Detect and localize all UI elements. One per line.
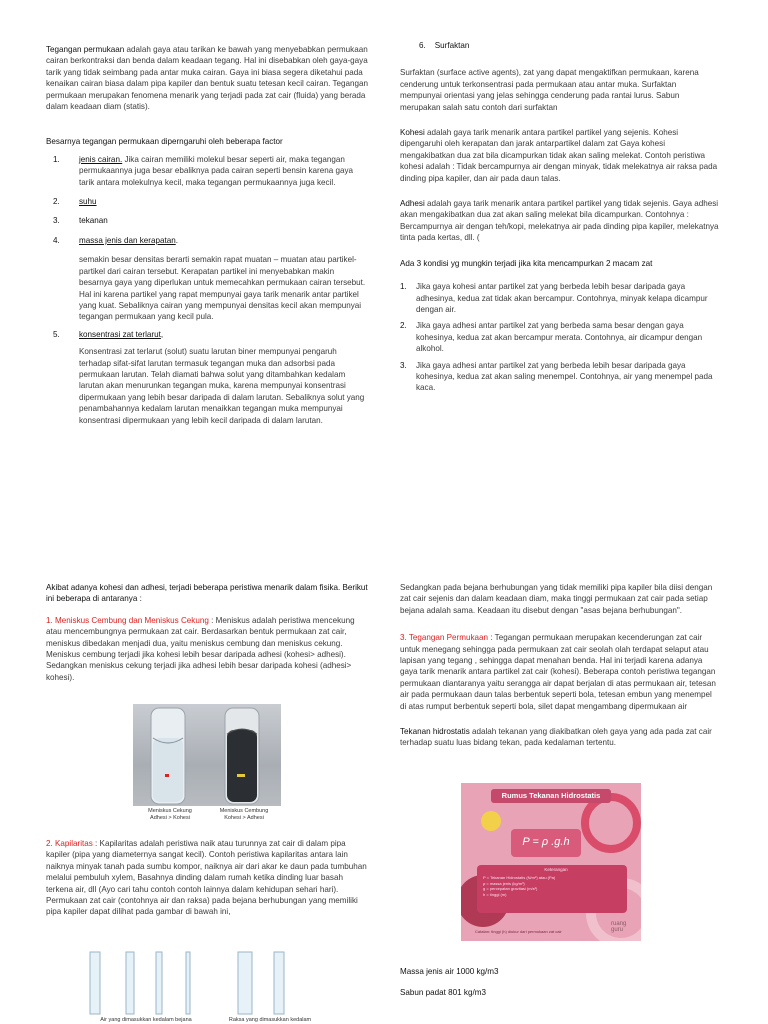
- factor-5-list: [53, 329, 368, 340]
- condition-num-2: 2.: [400, 321, 407, 331]
- factor-text-1: Jika cairan memiliki molekul besar seperti air, maka tegangan permukaannya juga besar ebaliknya pada cairan seperti bensin karena gaya tarik antara molekulnya kecil, maka tegangan permukaannya juga kecil.: [79, 154, 354, 187]
- factor-item-3: [53, 215, 368, 226]
- meniscus-tubes-image: [133, 704, 281, 806]
- vessel-mercury-image: [228, 948, 298, 1020]
- bejana-paragraph: Sedangkan pada bejana berhubungan yang tidak memiliki pipa kapiler bila diisi dengan zat cair sejenis dan dalam keadaan diam, maka tinggi permukaan zat cair pada setiap bejana adalah sama. Keadaan itu disebut dengan "asas bejana berhubungan".: [400, 583, 713, 615]
- marker-red: [165, 774, 169, 777]
- poster-logo: ruang guru: [611, 921, 627, 933]
- poster-note: Catatan: tinggi (h) diukur dari permukaan zat cair: [475, 929, 562, 934]
- meniskus-text: : Meniskus adalah peristiwa mencekung atau mencembungnya permukaan zat cair. Berdasarkan bentuk permukaan zat cair, meniskus dibedakan menjadi dua, yaitu meniskus cembung dan meniskus cekung. Meniskus cembung terjadi jika kohesi lebih besar daripada adhesi (kohesi> adhesi). Sedangkan meniskus cekung terjadi jika adhesi lebih besar daripada kohesi (adhesi> kohesi).: [46, 615, 355, 682]
- condition-item-2: [400, 320, 720, 354]
- factor-num-5: 5.: [53, 329, 60, 339]
- kapilaritas-paragraph: [46, 838, 368, 918]
- condition-text-3: Jika gaya adhesi antar partikel zat yang berbeda lebih besar daripada gaya kohesinya, kedua zat akan saling menempel. Contohnya, air yang menempel pada kaca.: [416, 360, 713, 393]
- surfaktan-heading-text: Surfaktan: [434, 41, 470, 50]
- water-fill: [153, 738, 183, 802]
- caption-cembung-title: Meniskus Cembung: [219, 808, 269, 814]
- factor-text-4: .: [175, 235, 178, 245]
- kapilaritas-block: [46, 838, 368, 918]
- vessel-water-tube-1: [90, 952, 100, 1014]
- surfaktan-paragraph: Surfaktan (surface active agents), zat yang dapat mengaktifkan permukaan, karena cenderung untuk terkonsentrasi pada permukaan atau antar muka. Surfaktan mempunyai orientasi yang jelas sehingga cenderung pada rantai lurus. Sabun merupakan salah satu contoh dari surfaktan: [400, 68, 699, 112]
- condition-num-1: 1.: [400, 282, 407, 292]
- vessel-water-tube-4: [186, 952, 190, 1014]
- factor-title-3: tekanan: [79, 216, 108, 226]
- factors-list: [53, 154, 368, 246]
- factor-title-5: konsentrasi zat terlarut: [79, 329, 161, 339]
- condition-text-2: Jika gaya adhesi antar partikel zat yang berbeda sama besar dengan gaya kohesinya, kedua zat akan bercampur merata. Contohnya, air dicampur dengan alkohol.: [416, 321, 703, 354]
- adhesi-term: Adhesi: [400, 199, 425, 209]
- factor-num-2: 2.: [53, 197, 60, 207]
- condition-item-3: [400, 360, 720, 394]
- poster-flask-icon: [481, 811, 501, 831]
- factor-num-4: 4.: [53, 235, 60, 245]
- left-top-column: [46, 44, 368, 426]
- adhesi-text: adalah gaya tarik menarik antara partikel partikel yang tidak sejenis. Gaya adhesi akan mengakibatkan dua zat akan saling melekat bila dicampurkan. Contohnya : Bercampurnya air dengan teh/kopi, melekatnya air pada dinding pipa kapiler, melekatnya tinta pada kertas, dll. (: [400, 199, 719, 243]
- factor-title-4: massa jenis dan kerapatan: [79, 235, 176, 245]
- meniskus-title: 1. Meniskus Cembung dan Meniskus Cekung: [46, 615, 209, 625]
- factor-item-1: [53, 154, 368, 188]
- caption-cekung-title: Meniskus Cekung: [148, 808, 192, 814]
- condition-text-1: Jika gaya kohesi antar partikel zat yang berbeda lebih besar daripada gaya adhesinya, kedua zat tidak akan bercampur. Contohnya, minyak kelapa dicampur dengan air.: [416, 282, 708, 314]
- factor-item-4: [53, 235, 368, 246]
- caption-cekung: [133, 808, 207, 822]
- tegangan-title: 3. Tegangan Permukaan: [400, 633, 489, 643]
- hidrostatis-paragraph: [400, 726, 720, 749]
- factor-item-5: [53, 329, 368, 340]
- mercury-fill: [227, 730, 257, 802]
- kohesi-paragraph: [400, 127, 720, 184]
- tegangan-paragraph: [400, 632, 720, 712]
- factor-num-1: 1.: [53, 154, 60, 164]
- poster-legend: [483, 875, 623, 897]
- marker-yellow: [237, 774, 245, 777]
- caption-cembung: [207, 808, 281, 822]
- conditions-list: [400, 281, 720, 394]
- kapilaritas-text: : Kapilaritas adalah peristiwa naik atau turunnya zat cair di dalam pipa kapiler (pipa yang diameternya sangat kecil). Contoh peristiwa kapilaritas antara lain naiknya minyak tanah pada sumbu kompor, naiknya air dari akar ke daun pada tumbuhan melalui pembuluh xylem, Basahnya dinding dalam rumah ketika dinding luar basah terkena air, dll (Ayo cari tahu contoh contoh lainnya dalam kehidupan sehari hari). Permukaan zat cair (contohnya air dan raksa) pada bejana berhubungan yang memiliki pipa kapiler dapat dilihat pada gambar di bawah ini,: [46, 839, 367, 917]
- factor-title-1: jenis cairan.: [79, 154, 123, 164]
- left-bottom-column: [46, 582, 368, 683]
- poster-legend-h: h = tinggi (m): [483, 891, 507, 897]
- sabun-padat: Sabun padat 801 kg/m3: [400, 988, 486, 998]
- caption-vessel-water: Air yang dimasukkan kedalam bejana: [100, 1017, 192, 1023]
- intro-paragraph: [46, 44, 368, 112]
- factor-suffix-5: ,: [160, 329, 164, 339]
- density-values: [400, 966, 720, 999]
- surfaktan-heading: [419, 40, 720, 51]
- concentration-paragraph: Konsentrasi zat terlarut (solut) suatu larutan biner mempunyai pengaruh terhadap sifat-sifat larutan termasuk tegangan muka dan adsorbsi pada permukaan larutan. Telah diamati bahwa solut yang ditambahkan kedalam larutan akan menurunkan tegangan muka, karena mempunyai konsentrasi dipermukaan yang lebih besar daripada di dalam larutan. Sebaliknya solut yang penambahannya kedalam larutan menaikkan tegangan muka mempunyai konsentrasi dipermukaan yang lebih kecil daripada di dalam larutan.: [79, 347, 365, 425]
- vessel-water-tube-2: [126, 952, 134, 1014]
- factor-title-2: suhu: [79, 197, 97, 207]
- factor-item-2: [53, 196, 368, 207]
- adhesi-paragraph: [400, 198, 720, 244]
- poster-keterangan: Keterangan: [544, 867, 568, 872]
- vessel-water-tube-3: [156, 952, 162, 1014]
- factors-intro: Besarnya tegangan permukaan diperngaruhi oleh beberapa factor: [46, 137, 283, 147]
- kapilaritas-title: 2. Kapilaritas: [46, 839, 93, 848]
- meniskus-paragraph: [46, 615, 368, 683]
- poster-legend-p: P = Tekanan Hidrostatis (N/m²) atau (Pa): [483, 875, 556, 880]
- vessel-mercury-tube-1: [238, 952, 252, 1014]
- meniscus-photo: [133, 704, 281, 806]
- poster-formula: P = ρ .g.h: [522, 836, 570, 848]
- poster-ring-icon: [585, 797, 637, 849]
- conditions-intro: Ada 3 kondisi yg mungkin terjadi jika kita mencampurkan 2 macam zat: [400, 258, 653, 268]
- factor-num-3: 3.: [53, 216, 60, 226]
- vessel-water-image: [86, 948, 206, 1020]
- caption-cekung-sub: Adhesi > Kohesi: [150, 815, 190, 821]
- condition-num-3: 3.: [400, 360, 407, 370]
- poster-legend-g: g = percepatan gravitasi (m/s²): [483, 886, 538, 892]
- surfaktan-heading-num: 6.: [419, 41, 426, 50]
- kohesi-text: adalah gaya tarik menarik antara partikel partikel yang sejenis. Kohesi dipengaruhi oleh kerapatan dan jarak antarpartikel dalam zat Gaya kohesi mengakibatkan dua zat bila dicampurkan tidak akan saling melekat. Contoh peristiwa kohesi adalah : Tidak bercampurnya air dengan minyak, tidak melekatnya air raksa pada dinding pipa kapiler, dan air pada daun talas.: [400, 128, 718, 183]
- intro-term: Tegangan permukaan: [46, 45, 125, 54]
- density-paragraph: semakin besar densitas berarti semakin rapat muatan – muatan atau partikel-partikel dari cairan tersebut. Kerapatan partikel ini menyebabkan makin besarnya gaya yang diperlukan untuk memecahkan permukaan cairan tersebut. Hal ini karena partikel yang rapat mempunyai gaya tarik menarik antar partikel yang kuat. Sebaliknya cairan yang mempunyai densitas kecil akan mempunyai tegangan permukaan yang kecil pula.: [79, 255, 366, 322]
- tegangan-text: : Tegangan permukaan merupakan kecenderungan zat cair untuk menegang sehingga pada permukaan zat cair seolah olah terdapat selaput atau lapisan yang tegang , sehingga dapat menahan benda. Hal ini terjadi karena adanya gaya tarik menarik antara partikel zat cair (kohesi). Beberapa contoh peristiwa tegangan permukaan diantaranya yaitu serangga air dapat berjalan di atas permukaan air, tetesan air pada permukaan daun talas berbentuk seperti bola, tetesan embun yang menempel di atas rumput berbentuk seperti bola, silet dapat mengambang dipermukaan air: [400, 633, 716, 711]
- poster-graphics: [461, 783, 641, 941]
- caption-cembung-sub: Kohesi > Adhesi: [224, 815, 264, 821]
- effects-intro: Akibat adanya kohesi dan adhesi, terjadi beberapa peristiwa menarik dalam fisika. Berikut ini beberapa di antaranya :: [46, 583, 368, 604]
- poster-title: Rumus Tekanan Hidrostatis: [501, 791, 601, 800]
- hidrostatis-text: adalah tekanan yang diakibatkan oleh gaya yang ada pada zat cair terhadap suatu luas bidang tekan, pada kedalaman tertentu.: [400, 727, 712, 748]
- poster-legend-rho: ρ = massa jenis (kg/m³): [483, 880, 525, 886]
- hidrostatis-poster: [461, 783, 641, 941]
- condition-item-1: [400, 281, 720, 315]
- hidrostatis-term: Tekanan hidrostatis: [400, 727, 470, 737]
- right-top-column: [400, 40, 720, 394]
- massa-jenis-air: Massa jenis air 1000 kg/m3: [400, 967, 499, 976]
- vessel-mercury-tube-2: [274, 952, 284, 1014]
- right-bottom-column: [400, 582, 720, 749]
- caption-vessel-mercury: Raksa yang dimasukkan kedalam: [228, 1017, 312, 1023]
- intro-text: adalah gaya atau tarikan ke bawah yang menyebabkan permukaan cairan berkontraksi dan benda dalam keadaan tegang. Hal ini disebabkan oleh gaya-gaya tarik yang tidak seimbang pada antar muka cairan. Gaya ini biasa segera diketahui pada kenaikan cairan biasa dalam pipa kapiler dan bentuk suatu tetesan kecil cairan. Tegangan permukaan merupakan fenomena menarik yang terjadi pada zat cair (fluida) yang berada dalam keadaan diam (statis).: [46, 45, 369, 112]
- kohesi-term: Kohesi: [400, 128, 425, 138]
